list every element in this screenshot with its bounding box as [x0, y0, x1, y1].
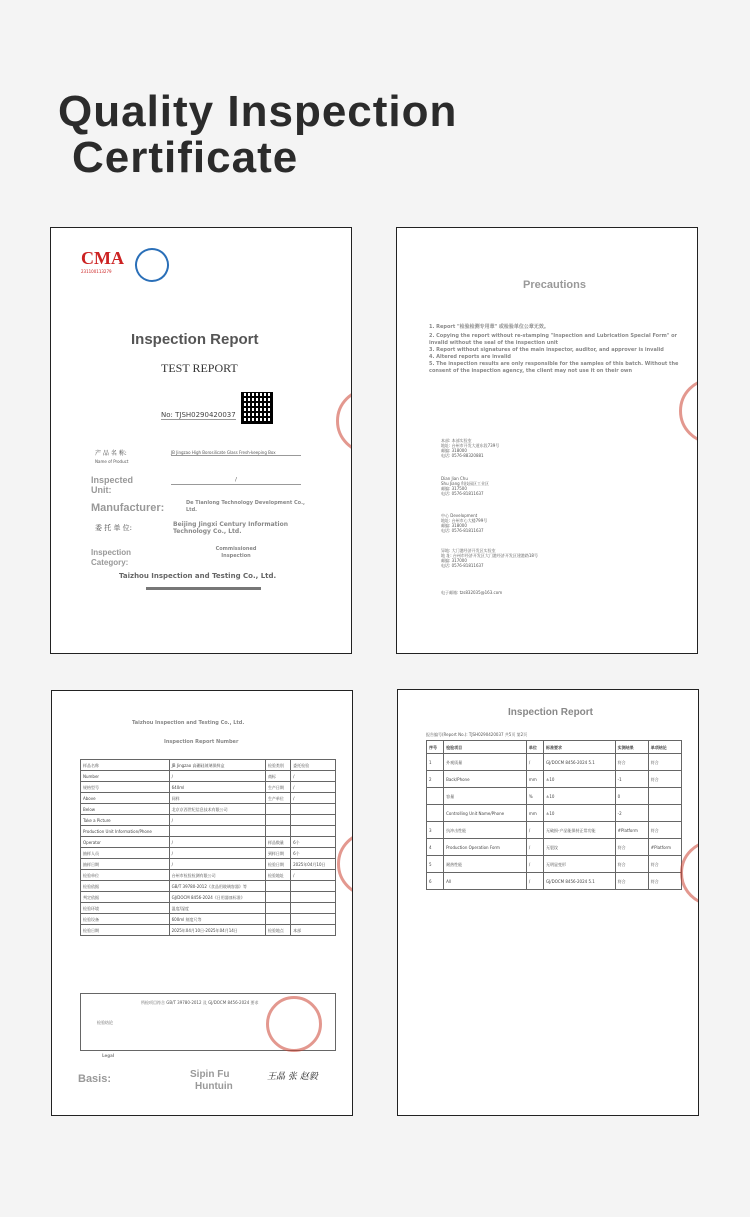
table-cell: /	[291, 782, 336, 793]
conclusion-box	[80, 993, 336, 1051]
table-cell: /	[169, 848, 265, 859]
product-label-en: Name of Product	[95, 459, 129, 464]
table-row	[427, 839, 682, 856]
table-cell: 符合	[648, 856, 681, 873]
table-cell: 6个	[291, 848, 336, 859]
column-header: 单位	[526, 741, 543, 754]
table-cell: 无裂纹	[544, 839, 616, 856]
table-row	[81, 925, 336, 936]
table-cell: 检验地点	[265, 925, 290, 936]
table-cell	[265, 914, 290, 925]
table-cell: /	[169, 837, 265, 848]
table-row	[81, 826, 336, 837]
table-cell: 耐热性能	[444, 856, 527, 873]
table-row	[81, 760, 336, 771]
table-cell: 640ml	[169, 782, 265, 793]
table-cell: /	[526, 856, 543, 873]
table-row	[81, 771, 336, 782]
table-cell: #Platform	[615, 822, 648, 839]
table-cell: Above	[81, 793, 170, 804]
results-page	[397, 689, 699, 1116]
table-row	[81, 892, 336, 903]
table-cell: GB/T 39780-2012《食品用玻璃容器》等	[169, 881, 265, 892]
table-cell	[291, 914, 336, 925]
precautions-heading: Precautions	[523, 279, 586, 291]
table-cell: 检验地址	[265, 870, 290, 881]
table-row	[81, 848, 336, 859]
table-cell	[265, 804, 290, 815]
table-cell	[169, 826, 265, 837]
precaution-item: 3. Report without signatures of the main inspector, auditor, and approver is invalid	[429, 347, 664, 353]
table-cell: ±10	[544, 805, 616, 822]
table-cell	[291, 892, 336, 903]
table-row	[427, 822, 682, 839]
table-cell	[648, 805, 681, 822]
table-cell: 检验类别	[265, 760, 290, 771]
address-block: 异地: 大门港经济开发区实验室 地 址: 台州市经济开发区大门港经济开发区建港路18号 邮编: 317000 电话: 0576-81811637	[441, 548, 538, 568]
table-row	[427, 771, 682, 788]
precaution-item: 4. Altered reports are invalid	[429, 354, 511, 360]
table-cell: 生产日期	[265, 782, 290, 793]
table-cell: 外观质量	[444, 754, 527, 771]
report-number-label: Inspection Report Number	[164, 739, 239, 745]
table-cell: /	[291, 771, 336, 782]
table-cell: 检验日期	[265, 859, 290, 870]
conclusion-text: 所检项目符合 GB/T 39780-2012 及 GJ/DOCM 8456-2024 要求	[141, 1000, 259, 1005]
table-cell: mm	[526, 805, 543, 822]
table-cell: #Platform	[648, 839, 681, 856]
table-cell	[265, 892, 290, 903]
table-cell: ±10	[544, 771, 616, 788]
table-cell: 6	[427, 873, 444, 890]
table-row	[81, 914, 336, 925]
category-label: Inspection Category:	[91, 548, 132, 567]
table-cell	[265, 881, 290, 892]
inspected-unit-label: Inspected Unit:	[91, 475, 134, 495]
table-cell: GJ/DOCM 8456-2024《日用器皿标准》	[169, 892, 265, 903]
table-cell: 符合	[648, 754, 681, 771]
table-cell: 1	[427, 754, 444, 771]
address-block: Dian Jian Chu Shu Jiang 科技园区工业区 邮编: 317500 电话: 0576-81811637	[441, 476, 489, 496]
table-cell: 商标	[265, 771, 290, 782]
table-row	[81, 837, 336, 848]
table-cell: 本部	[291, 925, 336, 936]
precaution-item: 2. Copying the report without re-stamping "Inspection and Lubrication Special Form" or invalid without the seal of the inspection unit	[429, 333, 678, 346]
table-cell: 600ml 刻度尺等	[169, 914, 265, 925]
product-label: 产 品 名 称:	[95, 450, 127, 457]
official-stamp	[266, 996, 322, 1052]
table-cell: 规格型号	[81, 782, 170, 793]
table-row	[427, 754, 682, 771]
table-cell: 台州市检验检测有限公司	[169, 870, 265, 881]
table-cell: Production Operation Form	[444, 839, 527, 856]
table-cell: 样品名称	[81, 760, 170, 771]
stamp-edge	[337, 831, 353, 897]
address-block: 中心 Development 地址: 台州市心大楼799号 邮编: 318000 电话: 0576-81811637	[441, 513, 488, 533]
client-label: 委 托 单 位:	[95, 524, 133, 532]
client-value: Beijing Jingxi Century Information Technology Co., Ltd.	[173, 521, 288, 535]
table-cell: 抽样人员	[81, 848, 170, 859]
table-cell: 3	[427, 822, 444, 839]
table-header-row	[427, 741, 682, 754]
table-cell	[427, 805, 444, 822]
table-cell: /	[526, 754, 543, 771]
table-row	[81, 804, 336, 815]
table-cell: GJ/DOCM 8456-2024 5.1	[544, 873, 616, 890]
table-cell: Controlling Unit Name/Phone	[444, 805, 527, 822]
table-cell: 检验依据	[81, 881, 170, 892]
table-cell: 2	[427, 771, 444, 788]
table-cell	[291, 815, 336, 826]
signature: 王晶 张 赵毅	[267, 1072, 318, 1082]
results-heading: Inspection Report	[508, 707, 594, 718]
table-cell: 无破损-产品能保持正常功能	[544, 822, 616, 839]
table-cell: 同样	[169, 793, 265, 804]
table-cell: 5	[427, 856, 444, 873]
table-cell: /	[526, 839, 543, 856]
table-cell: 符合	[615, 754, 648, 771]
conclusion-label: 检验结论	[97, 1020, 113, 1025]
table-cell: 检验日期	[81, 925, 170, 936]
column-header: 序号	[427, 741, 444, 754]
results-report-no: 报告编号(Report No.): TJSH0290420037 共5页 第2页	[426, 732, 528, 737]
table-cell: /	[526, 873, 543, 890]
table-cell	[265, 826, 290, 837]
column-header: 检验项目	[444, 741, 527, 754]
table-cell: Number	[81, 771, 170, 782]
stamp-edge	[680, 840, 699, 906]
report-cover-page	[50, 227, 352, 654]
table-cell: Back/Phone	[444, 771, 527, 788]
table-cell	[291, 881, 336, 892]
table-cell: 2025年04月10日-2025年04月14日	[169, 925, 265, 936]
table-cell	[265, 815, 290, 826]
stamp-edge	[679, 378, 698, 444]
table-cell: 生产单位	[265, 793, 290, 804]
table-cell	[291, 804, 336, 815]
table-cell: 抗冲击性能	[444, 822, 527, 839]
table-cell: 到样日期	[265, 848, 290, 859]
table-row	[427, 788, 682, 805]
table-cell: All	[444, 873, 527, 890]
report-detail-page	[51, 690, 353, 1116]
table-row	[427, 873, 682, 890]
table-cell: 判定依据	[81, 892, 170, 903]
table-cell: 容量	[444, 788, 527, 805]
table-cell: /	[169, 815, 265, 826]
table-row	[427, 856, 682, 873]
signatory-1: Sipin Fu	[190, 1069, 230, 1080]
table-cell: 北京京西世纪信息技术有限公司	[169, 804, 265, 815]
manufacturer-value: De Tianlong Technology Development Co., Ltd.	[186, 500, 305, 513]
table-row	[81, 782, 336, 793]
table-cell: 符合	[648, 822, 681, 839]
table-cell	[291, 903, 336, 914]
issuer-bar	[146, 587, 261, 590]
report-detail-table	[80, 759, 336, 936]
signatory-2: Huntuin	[195, 1081, 233, 1092]
table-cell: 无明显变形	[544, 856, 616, 873]
table-cell	[648, 788, 681, 805]
contact-email: 电子邮箱: tzs832035@163.com	[441, 590, 503, 595]
table-cell: Take a Picture	[81, 815, 170, 826]
agency-logo	[130, 243, 174, 287]
precaution-item: 1. Report "检验检测专用章" 或检验单位公章无效。	[429, 324, 549, 330]
table-cell: Production Unit Information/Phone	[81, 826, 170, 837]
column-header: 标准要求	[544, 741, 616, 754]
report-title-cn: TEST REPORT	[161, 361, 238, 375]
table-cell: /	[291, 870, 336, 881]
precautions-page	[396, 227, 698, 654]
issuer-name: Taizhou Inspection and Testing Co., Ltd.	[119, 572, 277, 580]
table-row	[81, 881, 336, 892]
product-value: JB Jingzao High Borosilicate Glass Fresh-keeping Box	[171, 450, 301, 456]
address-block: 本部: 本部实验室 地址: 台州市开发大道东段739号 邮编: 318000 电话: 0576-88320881	[441, 438, 500, 458]
table-cell: 符合	[615, 839, 648, 856]
table-row	[81, 859, 336, 870]
legal-label: Legal	[102, 1053, 115, 1058]
table-cell: /	[526, 822, 543, 839]
table-cell	[265, 903, 290, 914]
table-cell: -1	[615, 771, 648, 788]
table-row	[81, 793, 336, 804]
table-cell: /	[291, 793, 336, 804]
table-cell: 检验环境	[81, 903, 170, 914]
table-cell: 6个	[291, 837, 336, 848]
results-table	[426, 740, 682, 890]
table-row	[81, 870, 336, 881]
table-row	[81, 815, 336, 826]
page-title-line1: Quality Inspection	[58, 87, 458, 136]
company-header: Taizhou Inspection and Testing Co., Ltd.	[132, 720, 245, 726]
table-row	[81, 903, 336, 914]
table-cell: 抽样日期	[81, 859, 170, 870]
table-cell	[427, 788, 444, 805]
report-title: Inspection Report	[131, 331, 259, 348]
table-cell: /	[169, 859, 265, 870]
basis-label: Basis:	[78, 1073, 112, 1085]
table-cell: 4	[427, 839, 444, 856]
cma-logo: CMA 231100113279	[81, 248, 124, 274]
table-cell: 0	[615, 788, 648, 805]
table-cell: ±10	[544, 788, 616, 805]
table-cell: 符合	[648, 771, 681, 788]
table-cell: Below	[81, 804, 170, 815]
column-header: 单项结论	[648, 741, 681, 754]
qr-code	[241, 392, 273, 424]
table-cell: GJ/DOCM 8456-2024 5.1	[544, 754, 616, 771]
table-cell: /	[169, 771, 265, 782]
table-cell: mm	[526, 771, 543, 788]
table-cell: 温度/湿度	[169, 903, 265, 914]
stamp-edge	[336, 388, 352, 454]
table-cell: Operator	[81, 837, 170, 848]
inspected-unit-value: /	[171, 477, 301, 485]
table-cell: 符合	[615, 856, 648, 873]
column-header: 实测结果	[615, 741, 648, 754]
table-cell: JB Jingzao 高硼硅玻璃保鲜盒	[169, 760, 265, 771]
table-cell: 检验单位	[81, 870, 170, 881]
precaution-item: 5. The inspection results are only responsible for the samples of this batch. Without the consent of the inspection agency, the client may not use it on their own	[429, 361, 679, 374]
table-cell: 委托检验	[291, 760, 336, 771]
table-cell: 样品数量	[265, 837, 290, 848]
manufacturer-label: Manufacturer:	[91, 502, 165, 514]
report-number: No: TJSH0290420037	[161, 411, 236, 419]
table-cell: 符合	[615, 873, 648, 890]
category-value: Commissioned Inspection	[215, 546, 257, 559]
table-cell: 2025年04月10日	[291, 859, 336, 870]
page-title-line2: Certificate	[72, 133, 299, 182]
table-cell	[291, 826, 336, 837]
table-row	[427, 805, 682, 822]
precautions-list	[429, 324, 691, 375]
table-cell: -2	[615, 805, 648, 822]
table-cell: %	[526, 788, 543, 805]
table-cell: 检验设备	[81, 914, 170, 925]
table-cell: 符合	[648, 873, 681, 890]
